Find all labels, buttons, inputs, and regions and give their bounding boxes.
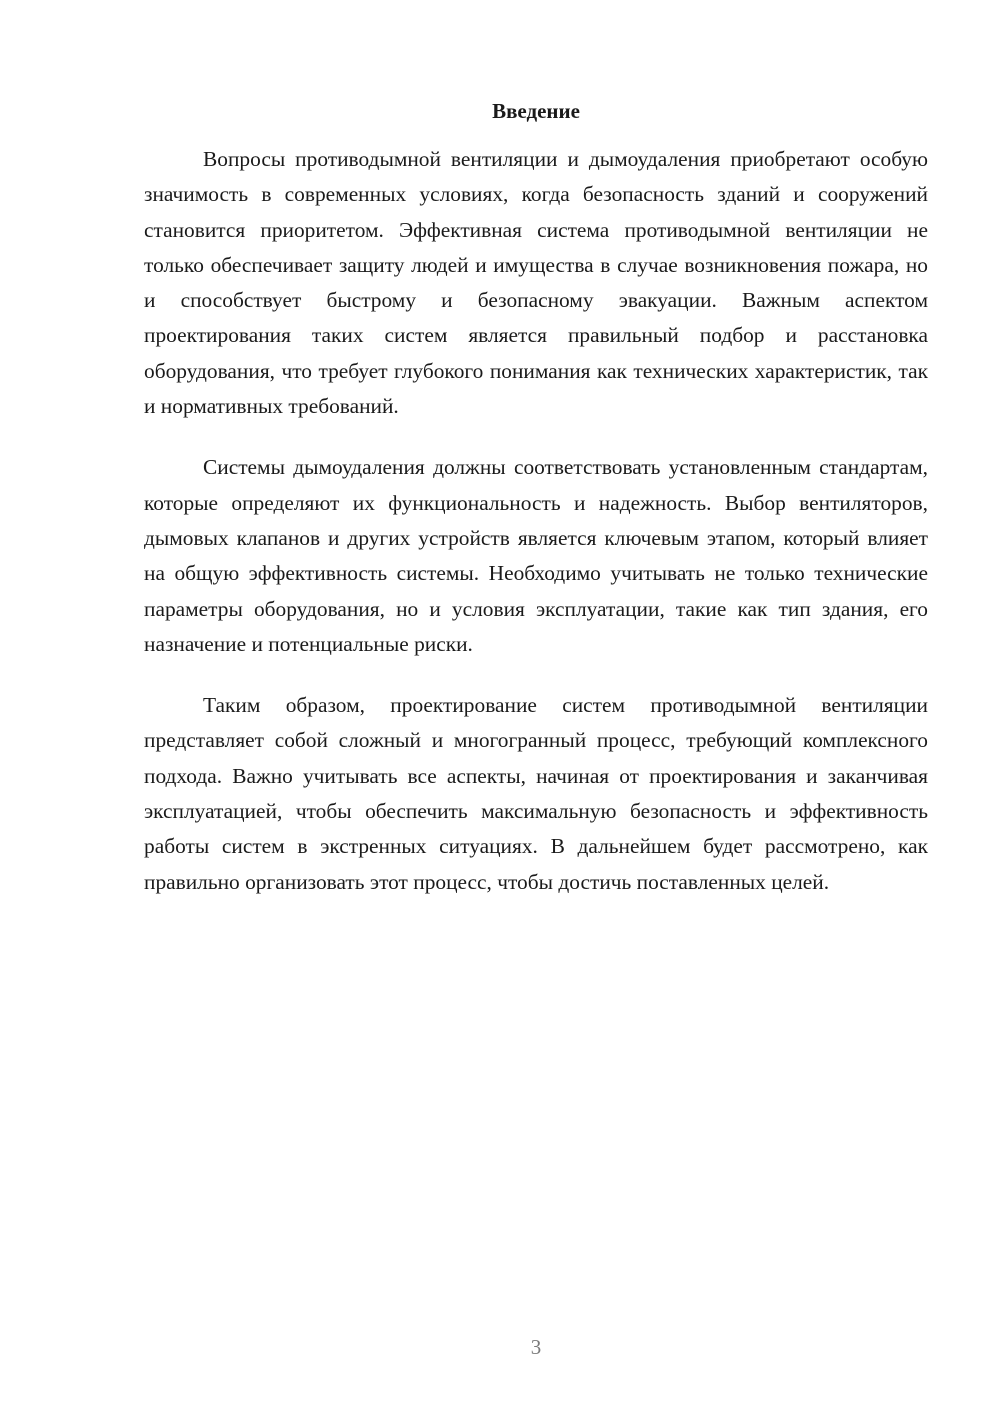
paragraph-1: Вопросы противодымной вентиляции и дымоудаления приобретают особую значимость в современных условиях, когда безопасность зданий и сооружений становится приоритетом. Эффективная система противодымной вентиляции не только обеспечивает защиту людей и имущества в случае возникновения пожара, но и способствует быстрому и безопасному эвакуации. Важным аспектом проектирования таких систем является правильный подбор и расстановка оборудования, что требует глубокого понимания как технических характеристик, так и нормативных требований. xyxy=(144,147,928,419)
paragraph-2: Системы дымоудаления должны соответствовать установленным стандартам, которые определяют их функциональность и надежность. Выбор вентиляторов, дымовых клапанов и других устройств является ключевым этапом, который влияет на общую эффективность системы. Необходимо учитывать не только технические параметры оборудования, но и условия эксплуатации, такие как тип здания, его назначение и потенциальные риски. xyxy=(144,455,928,656)
section-title: Введение xyxy=(492,99,580,123)
document-body xyxy=(144,142,928,926)
page-number: 3 xyxy=(530,1335,542,1359)
paragraph-3: Таким образом, проектирование систем противодымной вентиляции представляет собой сложный и многогранный процесс, требующий комплексного подхода. Важно учитывать все аспекты, начиная от проектирования и заканчивая эксплуатацией, чтобы обеспечить максимальную безопасность и эффективность работы систем в экстренных ситуациях. В дальнейшем будет рассмотрено, как правильно организовать этот процесс, чтобы достичь поставленных целей. xyxy=(144,693,928,894)
